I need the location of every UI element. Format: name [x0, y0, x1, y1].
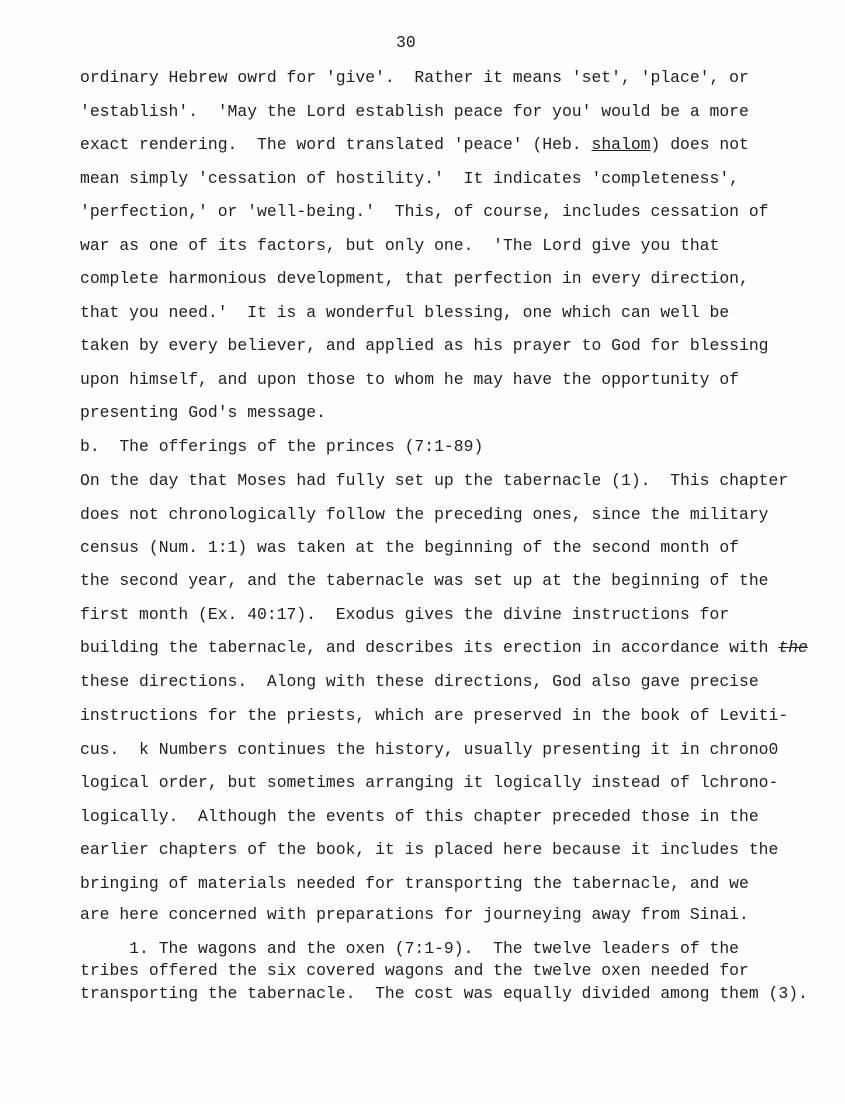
- text-line: presenting God's message.: [80, 403, 326, 422]
- text-line: taken by every believer, and applied as his prayer to God for blessing: [80, 336, 769, 355]
- struck-out-word: the: [778, 638, 808, 657]
- text-segment: exact rendering. The word translated 'peace' (Heb.: [80, 135, 592, 154]
- text-line: 'perfection,' or 'well-being.' This, of course, includes cessation of: [80, 202, 769, 221]
- text-segment: ) does not: [650, 135, 749, 154]
- text-line: does not chronologically follow the preceding ones, since the military: [80, 505, 769, 524]
- text-line: census (Num. 1:1) was taken at the beginning of the second month of: [80, 538, 740, 557]
- text-line: war as one of its factors, but only one. 'The Lord give you that: [80, 236, 720, 255]
- text-line: 'establish'. 'May the Lord establish peace for you' would be a more: [80, 102, 749, 121]
- page-number: 30: [396, 33, 416, 52]
- text-line: transporting the tabernacle. The cost was equally divided among them (3).: [80, 984, 808, 1003]
- text-line: earlier chapters of the book, it is placed here because it includes the: [80, 840, 779, 859]
- text-line: logically. Although the events of this chapter preceded those in the: [80, 807, 759, 826]
- text-line: instructions for the priests, which are preserved in the book of Leviti-: [80, 706, 789, 725]
- text-line: that you need.' It is a wonderful blessing, one which can well be: [80, 303, 730, 322]
- text-line: [80, 135, 749, 155]
- text-line: cus. k Numbers continues the history, usually presenting it in chrono0: [80, 740, 779, 759]
- text-line: the second year, and the tabernacle was set up at the beginning of the: [80, 571, 769, 590]
- text-segment: building the tabernacle, and describes its erection in accordance with: [80, 638, 779, 657]
- text-line: [80, 638, 808, 658]
- text-line: first month (Ex. 40:17). Exodus gives the divine instructions for: [80, 605, 730, 624]
- text-line: these directions. Along with these directions, God also gave precise: [80, 672, 759, 691]
- text-line: are here concerned with preparations for journeying away from Sinai.: [80, 905, 749, 924]
- text-line: bringing of materials needed for transporting the tabernacle, and we: [80, 874, 749, 893]
- underlined-word-shalom: shalom: [591, 135, 651, 154]
- text-line: tribes offered the six covered wagons and the twelve oxen needed for: [80, 961, 749, 980]
- text-line: ordinary Hebrew owrd for 'give'. Rather it means 'set', 'place', or: [80, 68, 749, 87]
- text-line: logical order, but sometimes arranging it logically instead of lchrono-: [80, 773, 779, 792]
- text-line: mean simply 'cessation of hostility.' It indicates 'completeness',: [80, 169, 740, 188]
- text-line: On the day that Moses had fully set up the tabernacle (1). This chapter: [80, 471, 789, 490]
- text-line: complete harmonious development, that perfection in every direction,: [80, 269, 749, 288]
- text-line: 1. The wagons and the oxen (7:1-9). The twelve leaders of the: [80, 939, 740, 958]
- text-line: upon himself, and upon those to whom he may have the opportunity of: [80, 370, 740, 389]
- section-heading: b. The offerings of the princes (7:1-89): [80, 437, 484, 456]
